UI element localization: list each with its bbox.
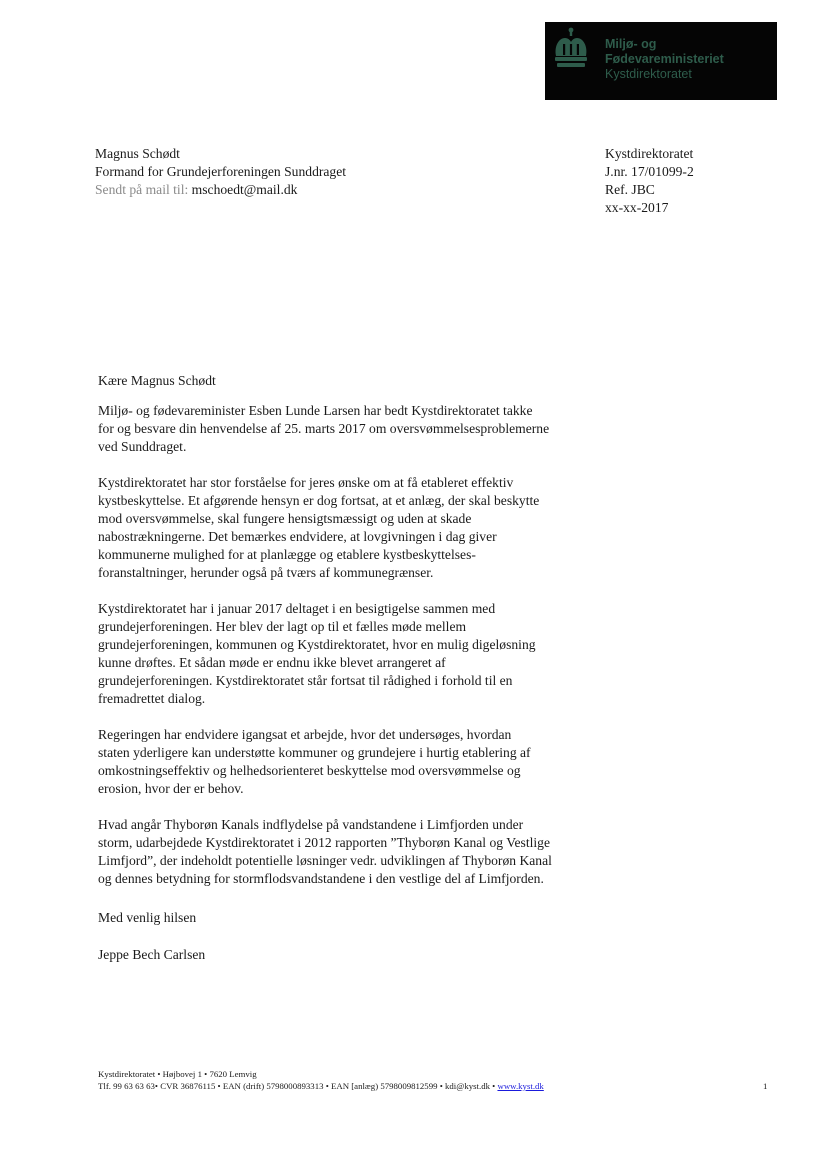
ministry-logo: [545, 22, 777, 100]
paragraph-5: [98, 816, 618, 888]
text-line: ved Sunddraget.: [98, 439, 187, 454]
footer-contact-text: Tlf. 99 63 63 63• CVR 36876115 • EAN (drift) 5798000893313 • EAN [anlæg) 5798009812599 • kdi@kyst.dk •: [98, 1081, 498, 1091]
text-line: Miljø- og fødevareminister Esben Lunde Larsen har bedt Kystdirektoratet takke: [98, 403, 533, 418]
text-line: staten yderligere kan understøtte kommuner og grundejere i hurtig etablering af: [98, 745, 531, 760]
page-number: 1: [763, 1081, 768, 1091]
text-line: Kystdirektoratet har i januar 2017 deltaget i en besigtigelse sammen med: [98, 601, 496, 616]
footer-contact: [98, 1080, 544, 1092]
text-line: og dennes betydning for stormflodsvandstandene i den vestlige del af Limfjorden.: [98, 871, 544, 886]
text-line: Kystdirektoratet har stor forståelse for jeres ønske om at få etableret effektiv: [98, 475, 514, 490]
letter-date: xx-xx-2017: [605, 200, 669, 215]
journal-number: J.nr. 17/01099-2: [605, 164, 694, 179]
reference-block: [605, 145, 694, 217]
text-line: fremadrettet dialog.: [98, 691, 206, 706]
recipient-email-link[interactable]: mschoedt@mail.dk: [191, 182, 298, 197]
text-line: grundejerforeningen, kommunen og Kystdirektoratet, hvor en mulig digeløsning: [98, 637, 536, 652]
sender-org: Kystdirektoratet: [605, 146, 694, 161]
logo-line-ministry-name: Fødevareministeriet: [605, 52, 724, 66]
text-line: kystbeskyttelse. Et afgørende hensyn er dog fortsat, at et anlæg, der skal beskytte: [98, 493, 540, 508]
reference: Ref. JBC: [605, 182, 655, 197]
text-line: kunne drøftes. Et sådan møde er endnu ikke blevet arrangeret af: [98, 655, 446, 670]
greeting: Kære Magnus Schødt: [98, 373, 216, 388]
text-line: kommunerne mulighed for at planlægge og etablere kystbeskyttelses-: [98, 547, 476, 562]
website-link[interactable]: www.kyst.dk: [497, 1081, 544, 1091]
logo-line-ministry: Miljø- og: [605, 37, 657, 51]
text-line: Hvad angår Thyborøn Kanals indflydelse på vandstandene i Limfjorden under: [98, 817, 524, 832]
footer: [98, 1068, 544, 1092]
text-line: grundejerforeningen. Kystdirektoratet står fortsat til rådighed i forhold til en: [98, 673, 513, 688]
letter-body: [98, 372, 618, 906]
paragraph-1: [98, 402, 618, 456]
logo-line-agency: Kystdirektoratet: [605, 67, 692, 81]
sent-by-mail-line: [95, 181, 346, 199]
crown-icon: [551, 26, 591, 70]
recipient-title: Formand for Grundejerforeningen Sunddraget: [95, 164, 347, 179]
text-line: Regeringen har endvidere igangsat et arbejde, hvor det undersøges, hvordan: [98, 727, 512, 742]
signature-name: Jeppe Bech Carlsen: [98, 947, 206, 962]
text-line: for og besvare din henvendelse af 25. marts 2017 om oversvømmelsesproblemerne: [98, 421, 550, 436]
recipient-name: Magnus Schødt: [95, 146, 180, 161]
sent-label: Sendt på mail til:: [95, 182, 189, 197]
paragraph-2: [98, 474, 618, 582]
closing: Med venlig hilsen: [98, 910, 197, 925]
text-line: foranstaltninger, herunder også på tværs af kommunegrænser.: [98, 565, 434, 580]
text-line: grundejerforeningen. Her blev der lagt op til et fælles møde mellem: [98, 619, 467, 634]
text-line: storm, udarbejdede Kystdirektoratet i 2012 rapporten ”Thyborøn Kanal og Vestlige: [98, 835, 550, 850]
text-line: Limfjord”, der indeholdt potentielle løsninger vedr. udviklingen af Thyborøn Kanal: [98, 853, 552, 868]
text-line: nabostrækningerne. Det bemærkes endvidere, at lovgivningen i dag giver: [98, 529, 497, 544]
paragraph-4: [98, 726, 618, 798]
footer-address: Kystdirektoratet • Højbovej 1 • 7620 Lemvig: [98, 1069, 257, 1079]
text-line: erosion, hvor der er behov.: [98, 781, 244, 796]
recipient-block: [95, 145, 346, 199]
text-line: omkostningseffektiv og helhedsorienteret beskyttelse mod oversvømmelse og: [98, 763, 521, 778]
paragraph-3: [98, 600, 618, 708]
text-line: mod oversvømmelse, skal fungere hensigtsmæssigt og uden at skade: [98, 511, 472, 526]
